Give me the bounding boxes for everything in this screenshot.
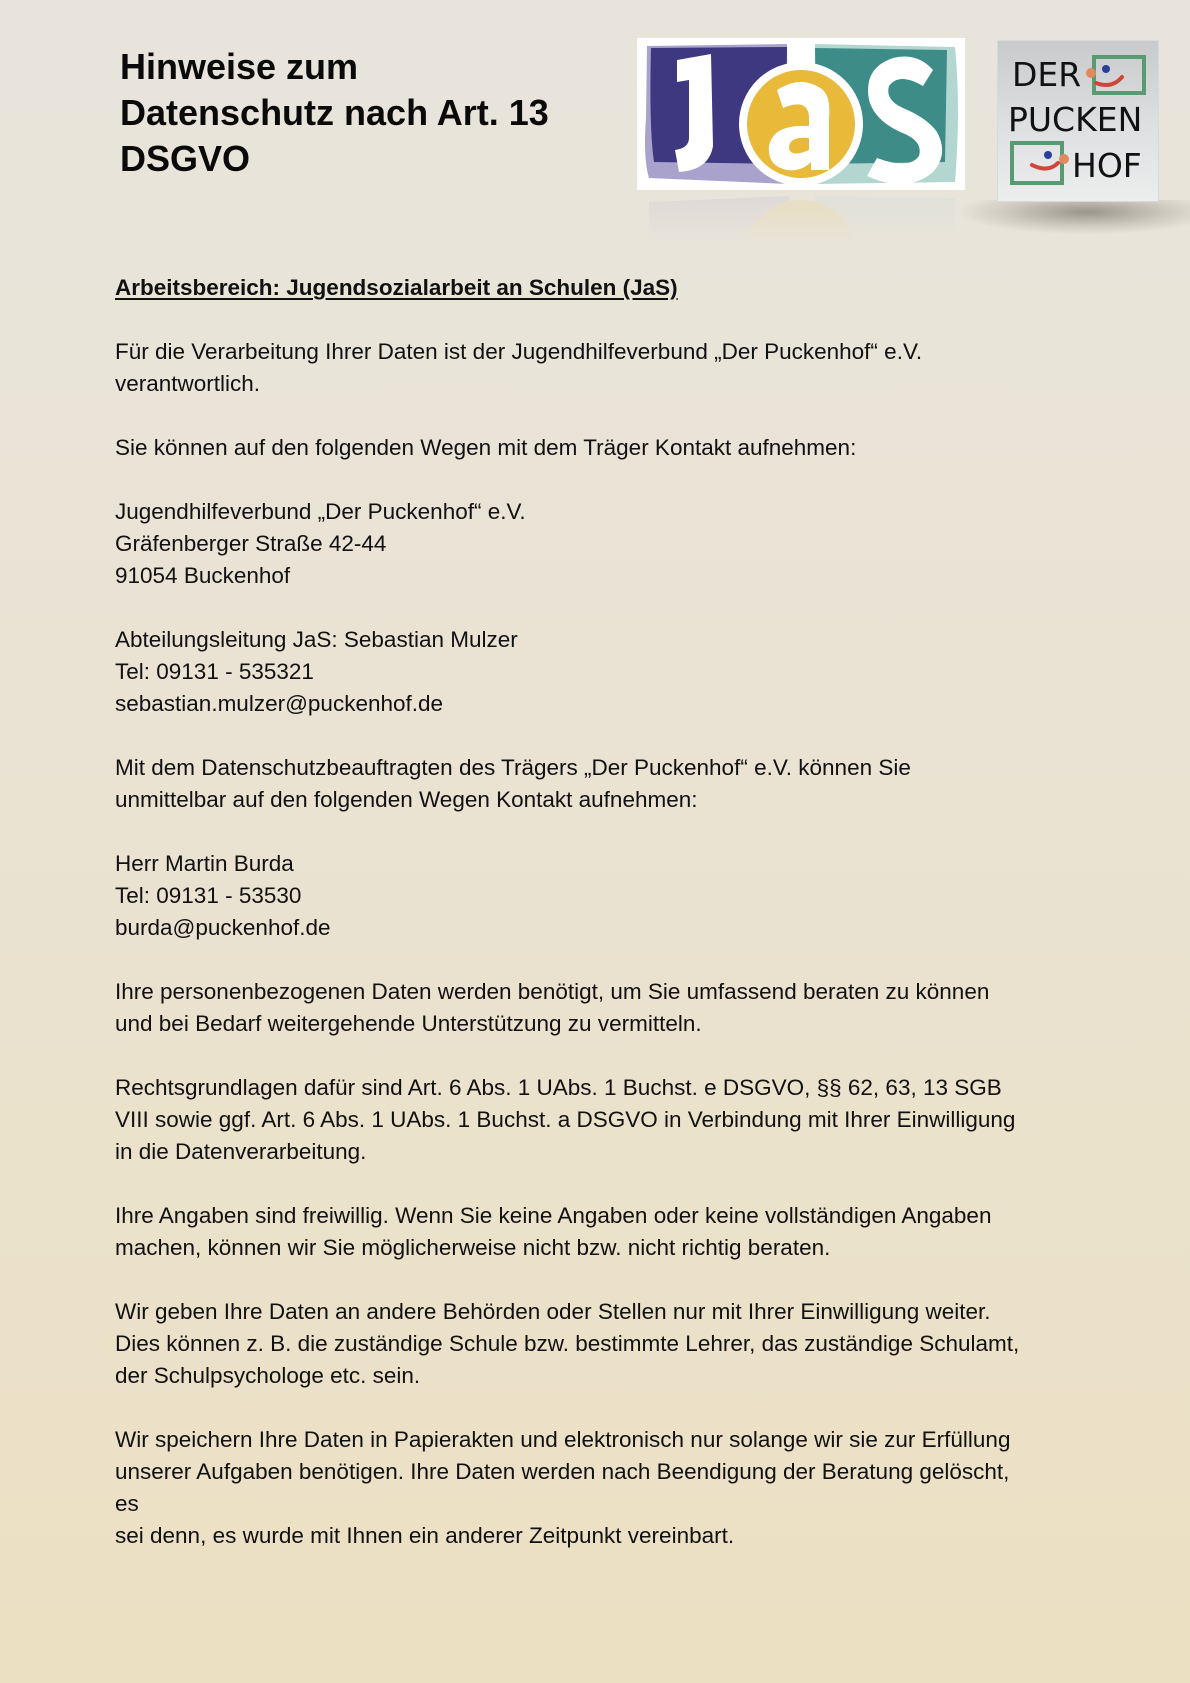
paragraph-list	[115, 336, 1175, 1552]
text-line: sei denn, es wurde mit Ihnen ein anderer Zeitpunkt vereinbart.	[115, 1523, 735, 1548]
title-line: Hinweise zum	[120, 46, 359, 87]
text-line: Abteilungsleitung JaS: Sebastian Mulzer	[115, 627, 518, 652]
paragraph	[115, 1200, 1175, 1264]
text-line: Rechtsgrundlagen dafür sind Art. 6 Abs. 1 UAbs. 1 Buchst. e DSGVO, §§ 62, 63, 13 SGB	[115, 1075, 1002, 1100]
text-line: Sie können auf den folgenden Wegen mit dem Träger Kontakt aufnehmen:	[115, 435, 857, 460]
text-line: Ihre personenbezogenen Daten werden benötigt, um Sie umfassend beraten zu können	[115, 979, 990, 1004]
svg-text:DER: DER	[1012, 55, 1082, 94]
paragraph	[115, 624, 1175, 720]
puckenhof-logo	[997, 40, 1159, 202]
text-line: und bei Bedarf weitergehende Unterstützung zu vermitteln.	[115, 1011, 702, 1036]
paragraph	[115, 752, 1175, 816]
text-line: unmittelbar auf den folgenden Wegen Kontakt aufnehmen:	[115, 787, 698, 812]
text-line: sebastian.mulzer@puckenhof.de	[115, 691, 444, 716]
text-line: Für die Verarbeitung Ihrer Daten ist der Jugendhilfeverbund „Der Puckenhof“ e.V.	[115, 339, 923, 364]
reflection-fade	[630, 190, 975, 245]
paragraph	[115, 432, 1175, 464]
text-line: Herr Martin Burda	[115, 851, 294, 876]
paragraph	[115, 336, 1175, 400]
text-line: burda@puckenhof.de	[115, 915, 331, 940]
paragraph	[115, 1296, 1175, 1392]
title-line: Datenschutz nach Art. 13	[120, 92, 549, 133]
logo-shadow	[960, 200, 1190, 234]
text-line: Mit dem Datenschutzbeauftragten des Trägers „Der Puckenhof“ e.V. können Sie	[115, 755, 911, 780]
page-title	[120, 44, 549, 182]
svg-text:HOF: HOF	[1072, 146, 1142, 185]
paragraph	[115, 496, 1175, 592]
text-line: der Schulpsychologe etc. sein.	[115, 1363, 421, 1388]
section-heading: Arbeitsbereich: Jugendsozialarbeit an Schulen (JaS)	[115, 275, 678, 300]
paragraph	[115, 1072, 1175, 1168]
paragraph	[115, 848, 1175, 944]
jas-logo-graphic	[637, 38, 965, 190]
text-line: in die Datenverarbeitung.	[115, 1139, 367, 1164]
document-body	[115, 272, 1175, 1584]
title-line: DSGVO	[120, 138, 251, 179]
text-line: Jugendhilfeverbund „Der Puckenhof“ e.V.	[115, 499, 526, 524]
text-line: unserer Aufgaben benötigen. Ihre Daten werden nach Beendigung der Beratung gelöscht,	[115, 1459, 1010, 1484]
text-line: Dies können z. B. die zuständige Schule bzw. bestimmte Lehrer, das zuständige Schulamt,	[115, 1331, 1020, 1356]
paragraph	[115, 976, 1175, 1040]
puckenhof-logo-graphic	[998, 41, 1158, 201]
text-line: machen, können wir Sie möglicherweise nicht bzw. nicht richtig beraten.	[115, 1235, 831, 1260]
text-line: Tel: 09131 - 535321	[115, 659, 314, 684]
text-line: Wir geben Ihre Daten an andere Behörden oder Stellen nur mit Ihrer Einwilligung weiter.	[115, 1299, 991, 1324]
text-line: verantwortlich.	[115, 371, 261, 396]
jas-logo	[637, 38, 965, 190]
text-line: 91054 Buckenhof	[115, 563, 291, 588]
text-line: Ihre Angaben sind freiwillig. Wenn Sie keine Angaben oder keine vollständigen Angaben	[115, 1203, 992, 1228]
text-line: Wir speichern Ihre Daten in Papierakten und elektronisch nur solange wir sie zur Erfüllung	[115, 1427, 1011, 1452]
text-line: Gräfenberger Straße 42-44	[115, 531, 387, 556]
svg-text:PUCKEN: PUCKEN	[1008, 100, 1143, 139]
text-line: Tel: 09131 - 53530	[115, 883, 302, 908]
text-line: VIII sowie ggf. Art. 6 Abs. 1 UAbs. 1 Buchst. a DSGVO in Verbindung mit Ihrer Einwilligung	[115, 1107, 1016, 1132]
text-line: es	[115, 1491, 139, 1516]
paragraph	[115, 1424, 1175, 1552]
